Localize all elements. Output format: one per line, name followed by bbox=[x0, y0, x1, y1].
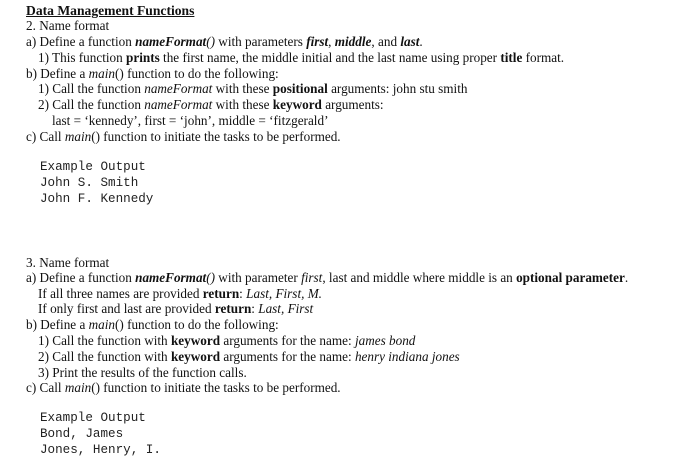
problem-2-part-b-2 bbox=[38, 97, 384, 112]
text: () bbox=[206, 270, 215, 285]
text: () function to do the following: bbox=[114, 66, 279, 81]
function-name: nameFormat bbox=[144, 81, 213, 96]
problem-2-part-b-1 bbox=[38, 81, 467, 96]
text: 1) Call the function with bbox=[38, 333, 171, 348]
problem-3-heading: 3. Name format bbox=[26, 255, 110, 270]
problem-3-example-line-2: Jones, Henry, I. bbox=[40, 443, 161, 457]
function-name: main bbox=[64, 129, 92, 144]
problem-3-part-b bbox=[26, 317, 279, 332]
text: If all three names are provided bbox=[38, 286, 203, 301]
problem-3-part-b-2 bbox=[38, 349, 460, 364]
text: : bbox=[239, 286, 247, 301]
function-name: main bbox=[64, 380, 92, 395]
emphasis: prints bbox=[126, 50, 160, 65]
problem-3-example-label: Example Output bbox=[40, 411, 146, 425]
param: middle bbox=[334, 34, 372, 49]
problem-2-example-line-1: John S. Smith bbox=[40, 176, 139, 190]
emphasis: keyword bbox=[170, 349, 221, 364]
problem-2-part-c bbox=[26, 129, 341, 144]
emphasis: title bbox=[500, 50, 523, 65]
text: a) Define a function bbox=[26, 270, 136, 285]
problem-2-example-line-2: John F. Kennedy bbox=[40, 192, 154, 206]
emphasis: keyword bbox=[170, 333, 221, 348]
text: () function to initiate the tasks to be performed. bbox=[91, 380, 341, 395]
text: arguments for the name: bbox=[220, 333, 355, 348]
text: with these bbox=[212, 97, 273, 112]
text: If only first and last are provided bbox=[38, 301, 215, 316]
param: first bbox=[306, 34, 329, 49]
problem-2-part-a-1 bbox=[38, 50, 564, 65]
name-value: james bond bbox=[354, 333, 416, 348]
param: first bbox=[301, 270, 323, 285]
problem-2-part-a bbox=[26, 34, 423, 49]
text: arguments: bbox=[321, 97, 384, 112]
problem-2-example-label: Example Output bbox=[40, 160, 146, 174]
problem-3-part-b-1 bbox=[38, 333, 415, 348]
text: , last and middle where middle is an bbox=[322, 270, 517, 285]
text: with parameter bbox=[215, 270, 302, 285]
text: , bbox=[328, 34, 335, 49]
name-value: henry indiana jones bbox=[354, 349, 460, 364]
problem-2-heading: 2. Name format bbox=[26, 18, 110, 33]
emphasis: optional parameter bbox=[516, 270, 625, 285]
text: : bbox=[251, 301, 259, 316]
text: b) Define a bbox=[26, 66, 89, 81]
emphasis: keyword bbox=[272, 97, 322, 112]
text: 1) Call the function bbox=[38, 81, 145, 96]
text: () function to initiate the tasks to be performed. bbox=[91, 129, 341, 144]
function-name: main bbox=[88, 317, 115, 332]
text: c) Call bbox=[26, 129, 65, 144]
problem-3-example-line-1: Bond, James bbox=[40, 427, 124, 441]
document-title: Data Management Functions bbox=[26, 3, 195, 18]
text: , and bbox=[371, 34, 401, 49]
text: () function to do the following: bbox=[114, 317, 279, 332]
text: with these bbox=[212, 81, 273, 96]
text: arguments: john stu smith bbox=[327, 81, 468, 96]
text: 1) This function bbox=[38, 50, 127, 65]
emphasis: return bbox=[202, 286, 240, 301]
problem-3-part-c bbox=[26, 380, 341, 395]
emphasis: positional bbox=[272, 81, 328, 96]
return-format: Last, First, M. bbox=[246, 286, 322, 301]
emphasis: return bbox=[214, 301, 252, 316]
problem-3-part-a-note-2 bbox=[38, 301, 313, 316]
problem-2-part-b bbox=[26, 66, 279, 81]
text: b) Define a bbox=[26, 317, 89, 332]
problem-3-part-b-3: 3) Print the results of the function calls. bbox=[38, 365, 247, 380]
function-name: nameFormat bbox=[135, 34, 207, 49]
text: 2) Call the function with bbox=[38, 349, 171, 364]
text: . bbox=[419, 34, 423, 49]
text: c) Call bbox=[26, 380, 65, 395]
text: () bbox=[206, 34, 215, 49]
text: with parameters bbox=[215, 34, 307, 49]
text: . bbox=[624, 270, 629, 285]
text: 2) Call the function bbox=[38, 97, 145, 112]
text: a) Define a function bbox=[26, 34, 136, 49]
function-name: nameFormat bbox=[144, 97, 213, 112]
text: arguments for the name: bbox=[220, 349, 355, 364]
param: last bbox=[400, 34, 420, 49]
problem-3-part-a-note-1 bbox=[38, 286, 322, 301]
return-format: Last, First bbox=[258, 301, 314, 316]
problem-3-part-a bbox=[26, 270, 628, 285]
text: format. bbox=[522, 50, 565, 65]
function-name: main bbox=[88, 66, 115, 81]
problem-2-part-b-2-args: last = ‘kennedy’, first = ‘john’, middle = ‘fitzgerald’ bbox=[52, 113, 329, 128]
text: the first name, the middle initial and the last name using proper bbox=[159, 50, 501, 65]
function-name: nameFormat bbox=[135, 270, 207, 285]
